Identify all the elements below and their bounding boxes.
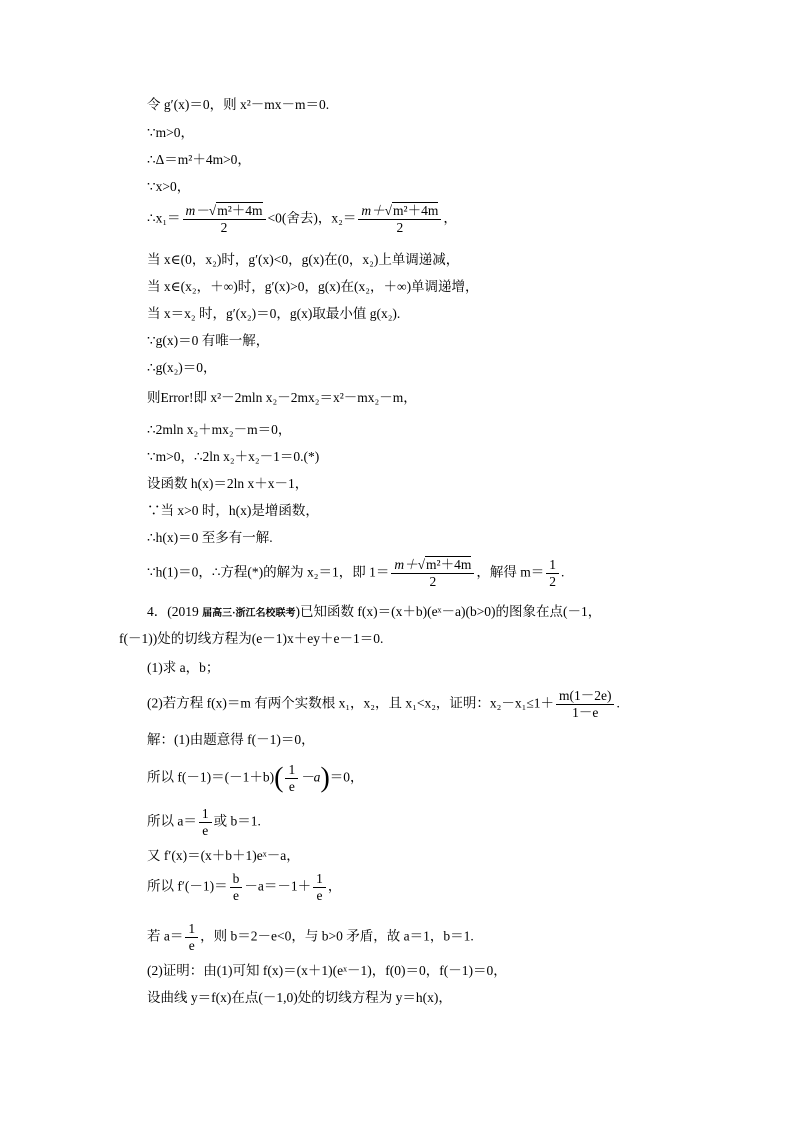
denominator: 2 bbox=[549, 574, 556, 589]
denominator: e bbox=[316, 888, 323, 903]
numerator: 1 bbox=[546, 557, 559, 574]
fraction bbox=[313, 871, 326, 904]
sqrt-radicand: m²＋4m bbox=[393, 203, 439, 218]
text-line: 当 x＝x₂ 时，g′(x₂)＝0，g(x)取最小值 g(x₂). bbox=[147, 306, 401, 321]
fraction: $\frac{\text{m＋√m²＋4m}}{2}$ bbox=[358, 203, 441, 236]
fraction bbox=[185, 921, 198, 954]
denominator: e bbox=[232, 888, 239, 903]
text-line: ∵当 x>0 时，h(x)是增函数， bbox=[147, 503, 319, 518]
text-line: 设函数 h(x)＝2ln x＋x－1， bbox=[147, 476, 309, 491]
text-fragment: ， bbox=[327, 878, 342, 894]
text-line: ∵x>0， bbox=[147, 179, 191, 194]
text-line: ∵m>0，∴2ln x₂＋x₂－1＝0.(*) bbox=[147, 449, 320, 464]
numerator: 1 bbox=[313, 871, 326, 888]
fraction bbox=[556, 688, 614, 721]
solution-line: 解：(1)由题意得 f(－1)＝0， bbox=[147, 732, 315, 747]
text-fragment: (2)若方程 f(x)＝m 有两个实数根 x₁，x₂，且 x₁<x₂，证明：x₂－x₁≤1＋ bbox=[147, 695, 554, 711]
text-line: 当 x∈(x₂，＋∞)时，g′(x)>0，g(x)在(x₂，＋∞)单调递增， bbox=[147, 279, 479, 294]
paren-close: ) bbox=[320, 762, 330, 794]
denominator: e bbox=[202, 823, 209, 838]
text-fragment: 所以 f(－1)＝(－1＋b) bbox=[147, 769, 275, 785]
fraction bbox=[199, 806, 212, 839]
text-line: ∴h(x)＝0 至多有一解. bbox=[147, 530, 273, 545]
fraction bbox=[230, 871, 243, 904]
text-fragment: 若 a＝ bbox=[147, 928, 184, 944]
solution-line bbox=[147, 762, 364, 795]
formula-line bbox=[147, 557, 564, 590]
text-fragment: ， bbox=[443, 210, 457, 226]
text-fragment: ＝0， bbox=[329, 769, 364, 785]
fraction: $\frac{\text{m＋√m²＋4m}}{2}$ bbox=[391, 557, 474, 590]
text-line: 当 x∈(0，x₂)时，g′(x)<0，g(x)在(0，x₂)上单调递减， bbox=[147, 252, 460, 267]
denominator: 2 bbox=[429, 574, 437, 589]
solution-line bbox=[147, 871, 341, 904]
formula-line bbox=[147, 203, 457, 236]
solution-line bbox=[147, 921, 474, 954]
denominator: e bbox=[288, 779, 295, 794]
text-line: ∴2mln x₂＋mx₂－m＝0， bbox=[147, 422, 292, 437]
fraction bbox=[285, 762, 298, 795]
problem-number: 4．(2019 bbox=[147, 604, 203, 619]
text-fragment: . bbox=[616, 695, 620, 711]
denominator: e bbox=[188, 938, 195, 953]
question-1: (1)求 a，b； bbox=[147, 660, 220, 675]
text-line: 则Error!即 x²－2mln x₂－2mx₂＝x²－mx₂－m， bbox=[147, 390, 417, 405]
text-fragment: ∴x₁＝ bbox=[147, 210, 181, 226]
text-line: ∵g(x)＝0 有唯一解， bbox=[147, 333, 270, 348]
solution-line: (2)证明：由(1)可知 f(x)＝(x＋1)(eˣ－1)，f(0)＝0，f(－1)＝0， bbox=[147, 963, 507, 978]
text-line: ∴g(x₂)＝0， bbox=[147, 360, 217, 375]
text-fragment: . bbox=[561, 564, 565, 580]
numerator-text: m－ bbox=[185, 203, 209, 218]
numerator: 1 bbox=[285, 762, 298, 779]
numerator-text: m＋ bbox=[361, 203, 385, 218]
text-fragment: ，则 b＝2－e<0，与 b>0 矛盾，故 a＝1，b＝1. bbox=[200, 928, 474, 944]
numerator: b bbox=[230, 871, 243, 888]
problem-4-line-1 bbox=[147, 603, 601, 623]
sqrt-radicand: m²＋4m bbox=[426, 557, 472, 572]
text-fragment: 所以 f′(－1)＝ bbox=[147, 878, 228, 894]
text-line: ∵m>0， bbox=[147, 125, 194, 140]
denominator: 2 bbox=[396, 220, 404, 235]
paren-open: ( bbox=[274, 762, 284, 794]
solution-line bbox=[147, 806, 261, 839]
problem-4-line-2: f(－1))处的切线方程为(e－1)x＋ey＋e－1＝0. bbox=[119, 631, 384, 646]
text-fragment: －a bbox=[300, 769, 321, 785]
fraction: $\frac{\text{m－√m²＋4m}}{2}$ bbox=[183, 203, 266, 236]
text-fragment: <0(舍去)，x₂＝ bbox=[267, 210, 357, 226]
solution-line: 又 f′(x)＝(x＋b＋1)eˣ－a， bbox=[147, 848, 300, 863]
numerator: m(1－2e) bbox=[556, 688, 614, 705]
numerator-text: m＋ bbox=[394, 557, 418, 572]
text-fragment: 或 b＝1. bbox=[213, 813, 261, 829]
fraction bbox=[546, 557, 559, 590]
text-fragment: ，解得 m＝ bbox=[476, 564, 545, 580]
question-2 bbox=[147, 688, 620, 721]
sqrt-radicand: m²＋4m bbox=[217, 203, 263, 218]
denominator: 2 bbox=[220, 220, 228, 235]
problem-source: 届高三·浙江名校联考 bbox=[202, 608, 296, 619]
text-line: 令 g′(x)＝0，则 x²－mx－m＝0. bbox=[147, 97, 330, 112]
text-fragment: －a＝－1＋ bbox=[244, 878, 312, 894]
text-line: ∴Δ＝m²＋4m>0， bbox=[147, 152, 251, 167]
denominator: 1－e bbox=[572, 705, 599, 720]
solution-line: 设曲线 y＝f(x)在点(－1,0)处的切线方程为 y＝h(x)， bbox=[147, 990, 452, 1005]
text-fragment: 所以 a＝ bbox=[147, 813, 197, 829]
text-fragment: )已知函数 f(x)＝(x＋b)(eˣ－a)(b>0)的图象在点(－1， bbox=[295, 604, 602, 619]
numerator: 1 bbox=[199, 806, 212, 823]
text-fragment: ∵h(1)＝0，∴方程(*)的解为 x₂＝1，即 1＝ bbox=[147, 564, 390, 580]
numerator: 1 bbox=[185, 921, 198, 938]
